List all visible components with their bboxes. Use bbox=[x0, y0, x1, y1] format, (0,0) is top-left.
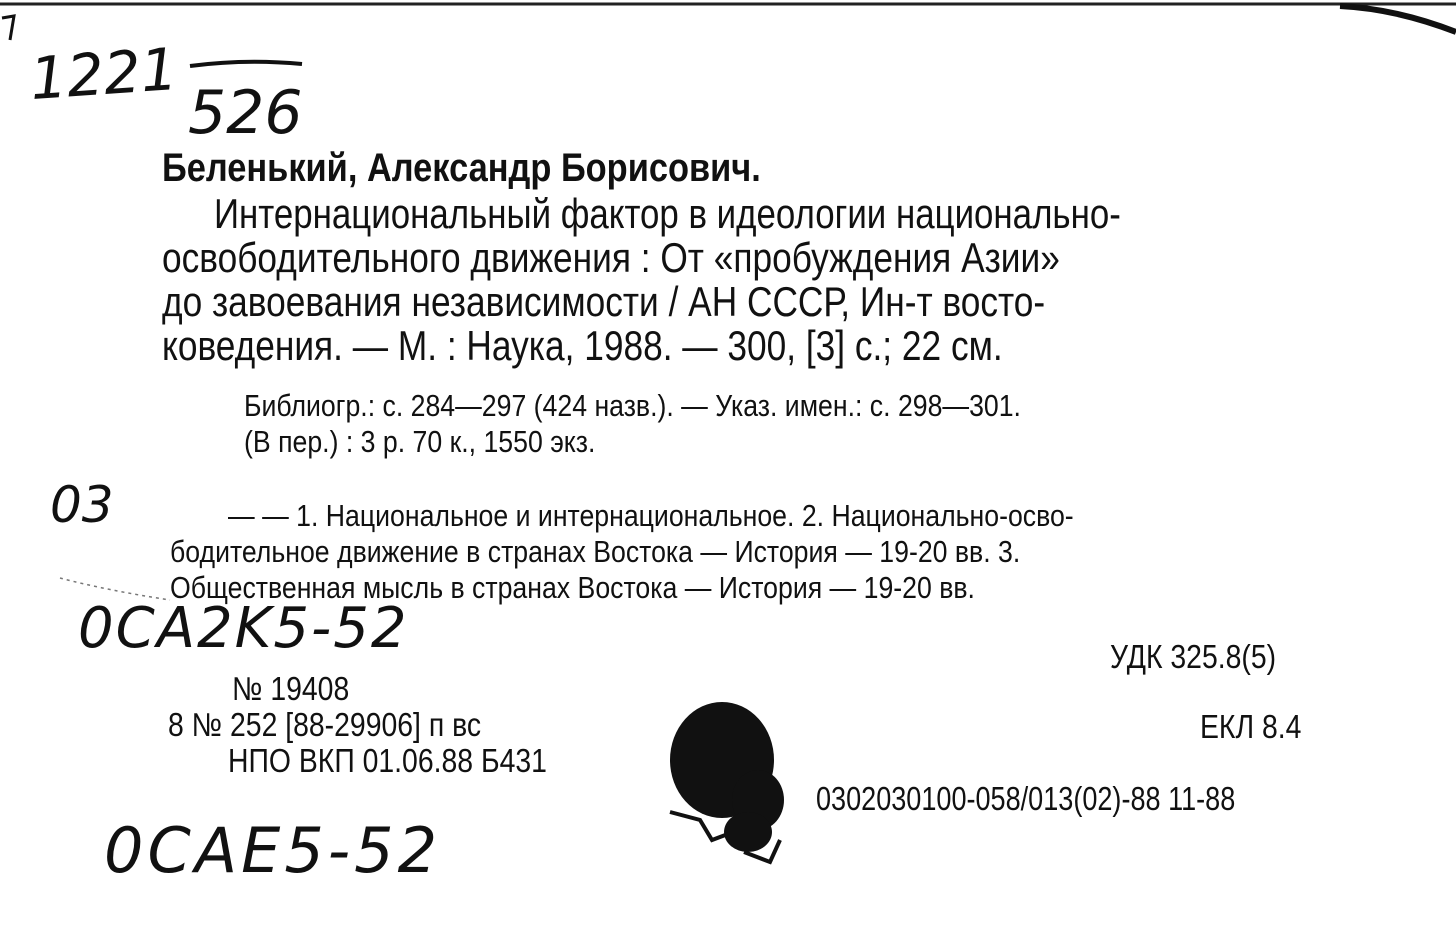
notes-line-1: Библиогр.: с. 284—297 (424 назв.). — Указ. имен.: с. 298—301. bbox=[244, 388, 1021, 423]
publication-code: 0302030100-058/013(02)-88 11-88 bbox=[816, 780, 1236, 817]
handwritten-inventory-sub: 526 bbox=[188, 78, 303, 148]
subjects-line-2: бодительное движение в странах Востока — История — 19-20 вв. 3. bbox=[170, 534, 1021, 569]
udk-code: УДК 325.8(5) bbox=[1110, 638, 1277, 675]
title-line-3: до завоевания независимости / АН СССР, Ин-т восто- bbox=[162, 278, 1046, 325]
npo-line: НПО ВКП 01.06.88 Б431 bbox=[228, 742, 547, 779]
title-line-1: Интернациональный фактор в идеологии национально- bbox=[214, 190, 1121, 237]
ekl-code: ЕКЛ 8.4 bbox=[1200, 708, 1302, 745]
subjects-line-3: Общественная мысль в странах Востока — История — 19-20 вв. bbox=[170, 570, 975, 605]
title-line-4: коведения. — М. : Наука, 1988. — 300, [3] с.; 22 см. bbox=[162, 322, 1003, 369]
order-line: 8 № 252 [88-29906] п вс bbox=[168, 706, 482, 743]
author-heading: Беленький, Александр Борисович. bbox=[162, 146, 761, 190]
ink-blot bbox=[670, 702, 784, 862]
handwritten-shelf-mark-2: 0CAE5-52 bbox=[104, 814, 442, 887]
handwritten-margin-mark: 03 bbox=[50, 476, 114, 534]
handwritten-shelf-mark-1: 0CA2K5-52 bbox=[78, 596, 409, 661]
title-line-2: освободительного движения : От «пробуждения Азии» bbox=[162, 234, 1060, 281]
handwritten-inventory-number: 1221 bbox=[27, 34, 180, 114]
subjects-line-1: — — 1. Национальное и интернациональное. 2. Национально-осво- bbox=[228, 498, 1074, 533]
card-number: № 19408 bbox=[232, 670, 350, 707]
notes-line-2: (В пер.) : 3 р. 70 к., 1550 экз. bbox=[244, 424, 596, 459]
